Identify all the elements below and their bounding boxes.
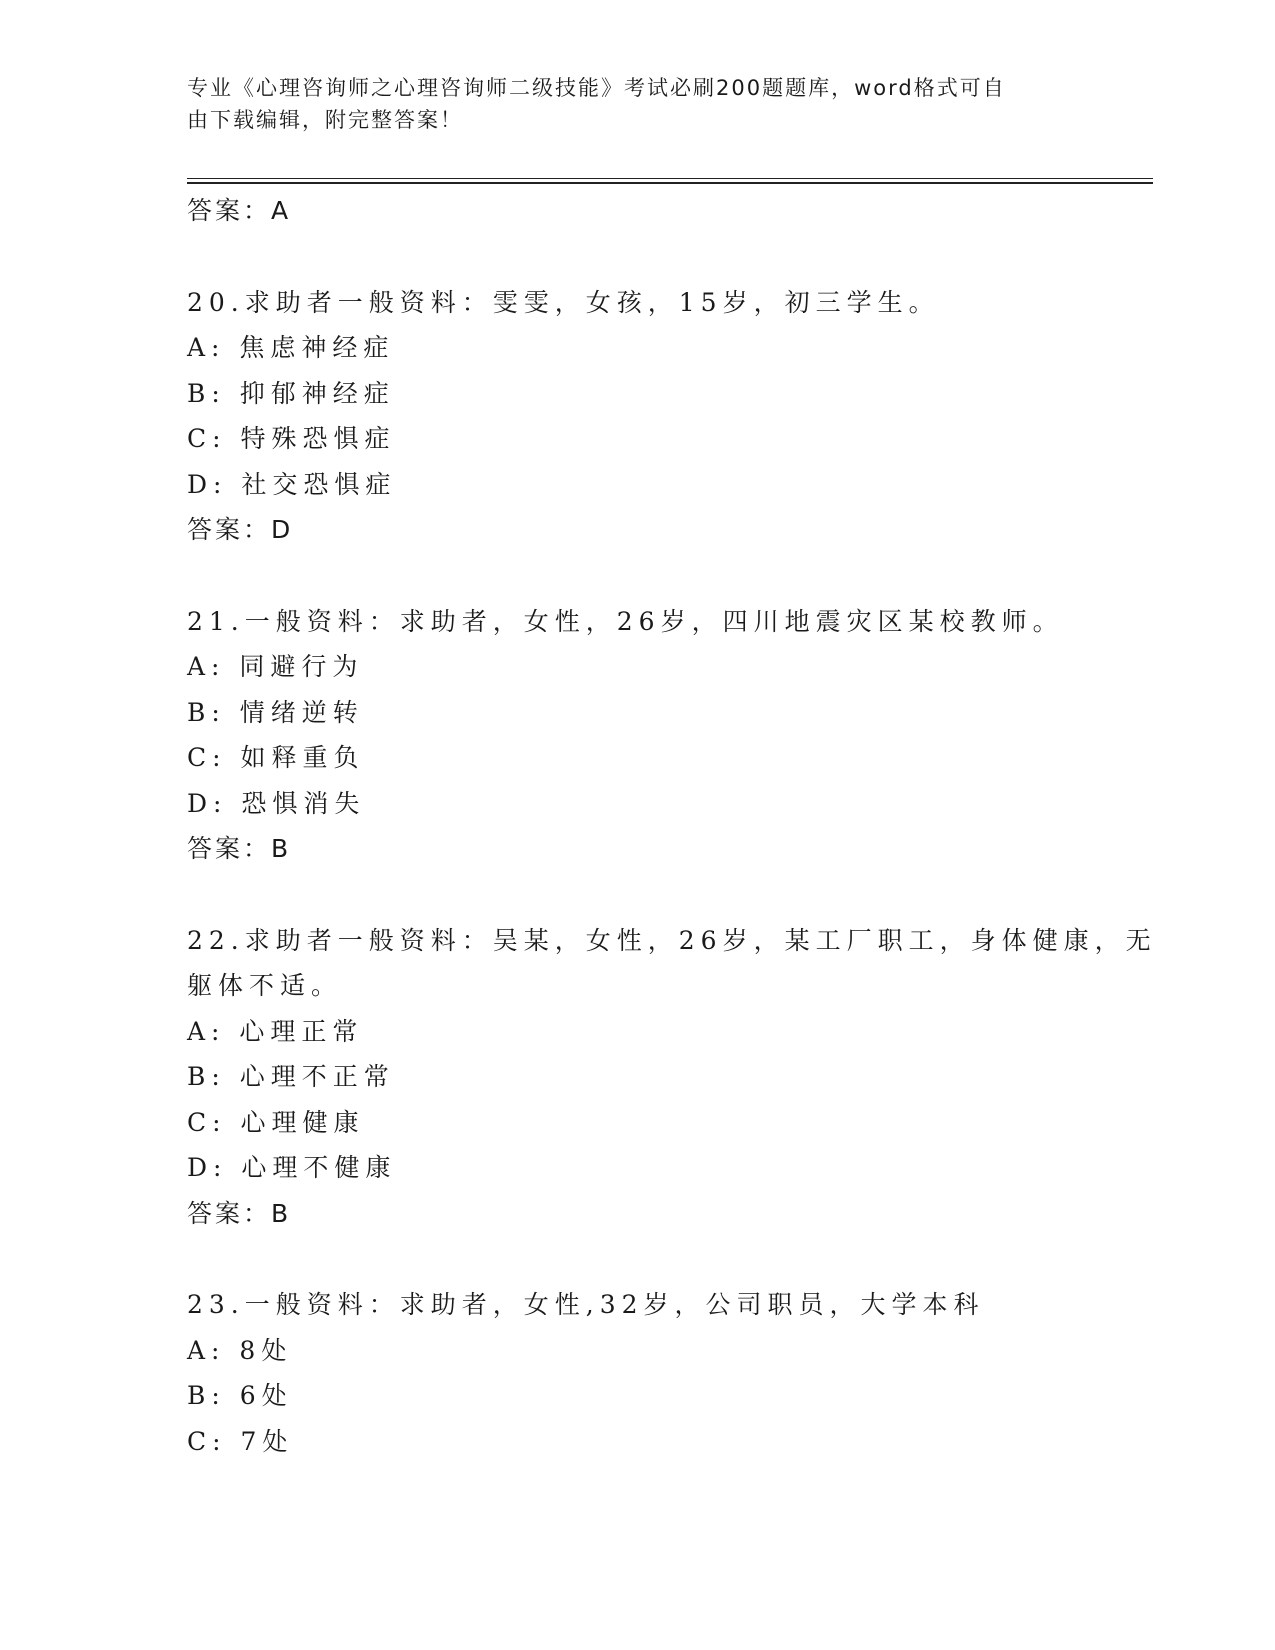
question-stem: 20.求助者一般资料：雯雯，女孩，15岁，初三学生。 <box>187 287 940 317</box>
option-a: A: 心理正常 <box>187 1016 364 1046</box>
option-c: C: 心理健康 <box>187 1107 365 1137</box>
option-c: C: 如释重负 <box>187 743 365 772</box>
option-b: B: 6处 <box>187 1381 293 1410</box>
question-stem-continued: 躯体不适。 <box>187 971 343 1000</box>
answer-line: 答案：D <box>187 515 294 544</box>
question-list <box>187 188 1157 1464</box>
option-c: C: 特殊恐惧症 <box>187 424 396 453</box>
question-stem: 22.求助者一般资料：吴某，女性，26岁，某工厂职工，身体健康，无 <box>187 925 1157 955</box>
header-rule-thick <box>187 182 1153 184</box>
question-stem: 21.一般资料：求助者，女性，26岁，四川地震灾区某校教师。 <box>187 606 1064 636</box>
spacer <box>187 553 1087 599</box>
question-block <box>187 280 1087 553</box>
option-d: D: 恐惧消失 <box>187 788 366 818</box>
question-block <box>187 599 1087 872</box>
header-rule-thin <box>187 178 1153 179</box>
answer-line: 答案：B <box>187 834 292 863</box>
option-b: B: 心理不正常 <box>187 1062 395 1091</box>
question-block <box>187 918 1157 1237</box>
spacer <box>187 234 1087 280</box>
option-d: D: 心理不健康 <box>187 1153 397 1182</box>
option-b: B: 抑郁神经症 <box>187 378 395 408</box>
header-line-2: 由下载编辑，附完整答案！ <box>187 108 463 132</box>
option-c: C: 7处 <box>187 1426 294 1456</box>
document-header <box>187 72 1067 136</box>
question-stem: 23.一般资料：求助者，女性,32岁，公司职员，大学本科 <box>187 1290 985 1319</box>
option-a: A: 8处 <box>187 1335 293 1365</box>
option-a: A: 焦虑神经症 <box>187 333 395 362</box>
spacer <box>187 1236 1087 1282</box>
spacer <box>187 872 1087 918</box>
option-b: B: 情绪逆转 <box>187 697 364 727</box>
option-a: A: 同避行为 <box>187 652 364 681</box>
option-d: D: 社交恐惧症 <box>187 469 397 499</box>
question-block <box>187 1282 1087 1464</box>
header-line-1: 专业《心理咨询师之心理咨询师二级技能》考试必刷200题题库，word格式可自 <box>187 76 1006 100</box>
answer-line: 答案：A <box>187 196 292 225</box>
answer-line: 答案：B <box>187 1198 292 1228</box>
